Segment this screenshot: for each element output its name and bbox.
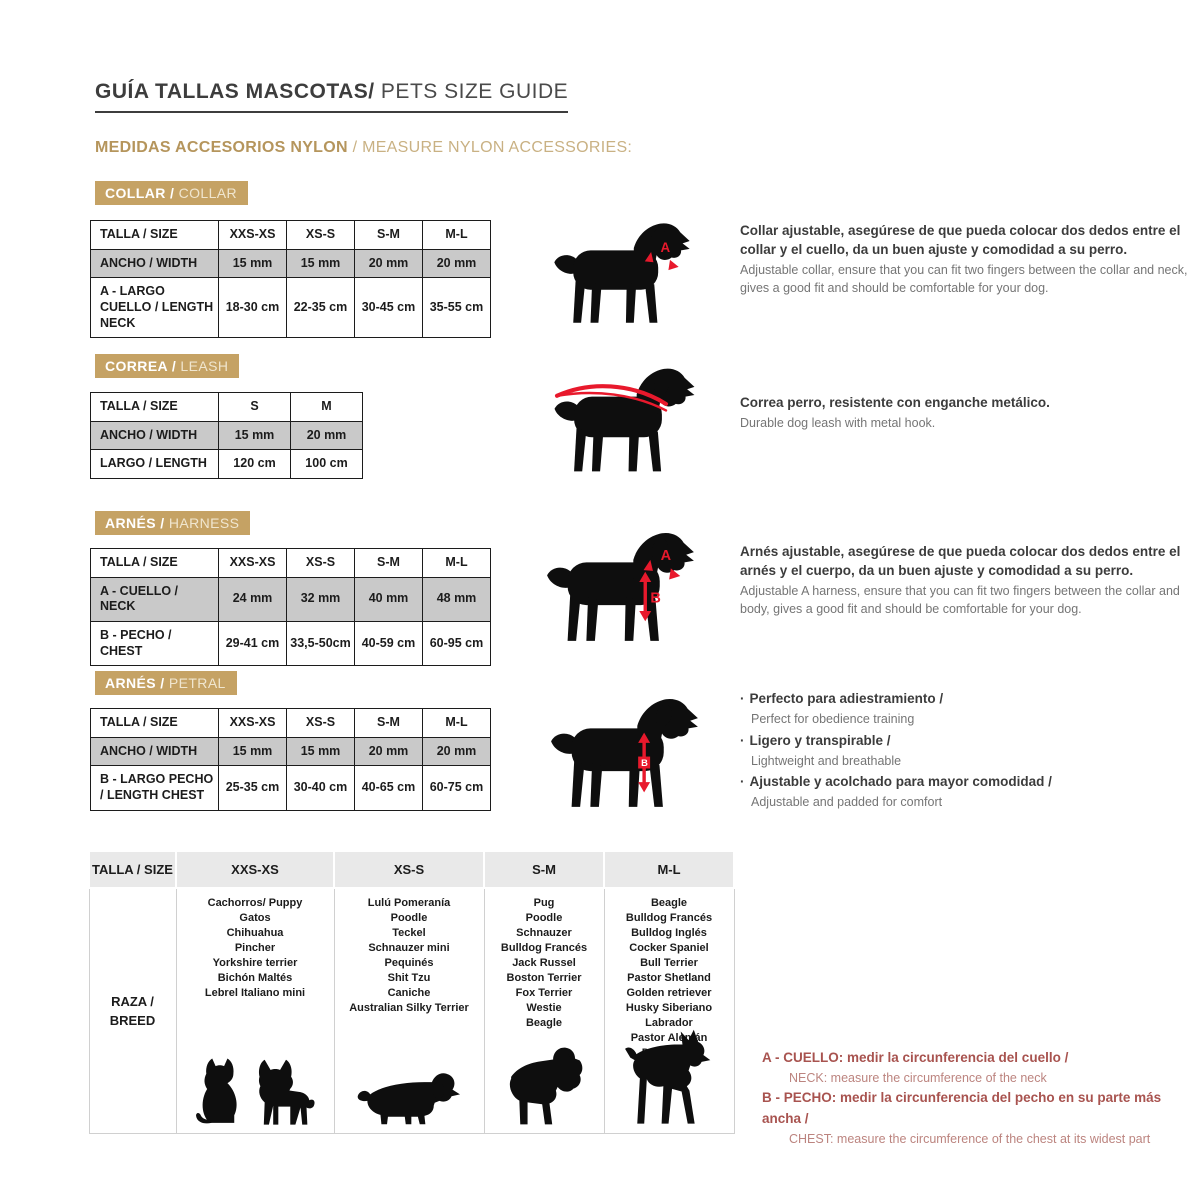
collar-description-es: Collar ajustable, asegúrese de que pueda colocar dos dedos entre el collar y el cuello, da un buen ajuste y comodidad a su perro. <box>740 223 1181 257</box>
collar-badge <box>95 181 248 205</box>
collar-badge-es: COLLAR / <box>105 185 175 201</box>
breed-cell-xs-s <box>334 888 484 1134</box>
table-header-cell: M-L <box>423 549 491 578</box>
table-cell: 20 mm <box>423 249 491 278</box>
breed-silhouettes <box>335 1070 484 1128</box>
breed-cell-s-m <box>484 888 604 1134</box>
breed-item: Bulldog Francés <box>625 912 713 924</box>
page-title-en: PETS SIZE GUIDE <box>374 80 569 103</box>
breed-item: Cachorros/ Puppy <box>207 897 303 909</box>
table-cell: 32 mm <box>287 577 355 621</box>
feature-en: Perfect for obedience training <box>751 711 915 726</box>
breed-cell-m-l <box>604 888 734 1134</box>
harness-badge-es: ARNÉS / <box>105 515 165 531</box>
breed-item: Caniche <box>387 987 431 999</box>
leash-description <box>740 394 1190 433</box>
table-header-cell: TALLA / SIZE <box>91 709 219 738</box>
breed-item: Cocker Spaniel <box>629 942 709 954</box>
harness-size-table <box>90 548 491 666</box>
breed-item: Pug <box>533 897 555 909</box>
table-header-cell: XS-S <box>334 851 484 888</box>
table-row <box>91 621 491 665</box>
table-cell: ANCHO / WIDTH <box>91 421 219 450</box>
breed-item: Schnauzer <box>516 927 572 939</box>
breed-item: Husky Siberiano <box>625 1002 713 1014</box>
table-header-cell: M-L <box>604 851 734 888</box>
breed-table-body-row <box>89 888 734 1134</box>
table-cell: 100 cm <box>291 450 363 479</box>
leash-badge-es: CORREA / <box>105 358 177 374</box>
breed-table-header-row <box>89 851 734 888</box>
breed-item: Beagle <box>525 1017 563 1029</box>
table-cell: 40-59 cm <box>355 621 423 665</box>
table-cell: 33,5-50cm <box>287 621 355 665</box>
note-es: A - CUELLO: medir la circunferencia del cuello / <box>762 1050 1069 1065</box>
table-cell: 15 mm <box>287 249 355 278</box>
breed-item: Australian Silky Terrier <box>349 1002 469 1014</box>
table-header-cell: TALLA / SIZE <box>89 851 176 888</box>
section-subtitle <box>95 139 632 157</box>
petral-features <box>740 689 1190 814</box>
table-header-cell: XS-S <box>287 549 355 578</box>
table-header-cell: S-M <box>355 549 423 578</box>
feature-en: Adjustable and padded for comfort <box>751 795 943 810</box>
breed-item: Boston Terrier <box>506 972 582 984</box>
marker-b-label: B <box>650 590 661 607</box>
table-header-cell: XS-S <box>287 709 355 738</box>
table-header-cell: S-M <box>484 851 604 888</box>
breed-list <box>486 890 603 1031</box>
table-header-cell: S-M <box>355 709 423 738</box>
harness-description <box>740 543 1190 618</box>
harness-description-es: Arnés ajustable, asegúrese de que pueda colocar dos dedos entre el arnés y el cuerpo, da un buen ajuste y comodidad a su perro. <box>740 544 1181 578</box>
petral-badge-es: ARNÉS / <box>105 675 165 691</box>
bullet-dot-icon: · <box>740 732 745 748</box>
harness-badge <box>95 511 250 535</box>
table-header-cell: M <box>291 393 363 422</box>
page-title <box>95 80 568 113</box>
table-header-cell: S <box>219 393 291 422</box>
breed-size-table <box>88 850 735 1134</box>
breed-item: Poodle <box>525 912 563 924</box>
note-item <box>762 1088 1198 1149</box>
table-cell: 20 mm <box>355 737 423 766</box>
collar-description <box>740 222 1190 297</box>
table-row <box>91 278 491 338</box>
table-cell: 120 cm <box>219 450 291 479</box>
harness-badge-en: HARNESS <box>164 515 240 531</box>
petral-badge <box>95 671 237 695</box>
dog-silhouette <box>551 699 698 807</box>
table-header-cell: XXS-XS <box>219 221 287 250</box>
table-row <box>91 549 491 578</box>
petral-badge-en: PETRAL <box>164 675 226 691</box>
table-header-cell: TALLA / SIZE <box>91 549 219 578</box>
chihuahua-silhouette <box>255 1058 317 1128</box>
feature-es: · Ajustable y acolchado para mayor comodidad / <box>740 774 1052 790</box>
breed-list <box>336 890 483 1016</box>
breed-item: Lebrel Italiano mini <box>204 987 306 999</box>
table-cell: ANCHO / WIDTH <box>91 737 219 766</box>
leash-size-table <box>90 392 363 479</box>
bullet-dot-icon: · <box>740 774 745 790</box>
doberman-silhouette <box>623 1028 715 1128</box>
bullet-dot-icon: · <box>740 691 745 706</box>
breed-item: Schnauzer mini <box>368 942 450 954</box>
dachshund-silhouette <box>355 1070 463 1128</box>
table-row <box>91 737 491 766</box>
table-cell: 30-45 cm <box>355 278 423 338</box>
breed-cell-xxs-xs <box>176 888 334 1134</box>
table-cell: LARGO / LENGTH <box>91 450 219 479</box>
table-row <box>91 393 363 422</box>
page-title-es: GUÍA TALLAS MASCOTAS/ <box>95 80 375 103</box>
breed-item: Gatos <box>239 912 271 924</box>
breed-item: Shit Tzu <box>387 972 431 984</box>
breed-item: Beagle <box>650 897 688 909</box>
note-item <box>762 1048 1198 1088</box>
note-en: NECK: measure the circumference of the neck <box>789 1070 1047 1085</box>
breed-item: Poodle <box>390 912 428 924</box>
breed-silhouettes <box>605 1028 734 1128</box>
leash-badge-en: LEASH <box>176 358 229 374</box>
breed-item: Bull Terrier <box>640 957 698 969</box>
table-cell: 35-55 cm <box>423 278 491 338</box>
table-cell: 15 mm <box>287 737 355 766</box>
table-header-cell: TALLA / SIZE <box>91 221 219 250</box>
breed-item: Chihuahua <box>226 927 284 939</box>
breed-item: Teckel <box>392 927 426 939</box>
harness-dog-illustration <box>528 524 713 652</box>
table-cell: 29-41 cm <box>219 621 287 665</box>
table-row <box>91 450 363 479</box>
table-cell: 20 mm <box>291 421 363 450</box>
marker-b-label: B <box>641 757 648 768</box>
table-header-cell: M-L <box>423 221 491 250</box>
petral-dog-illustration <box>532 690 717 818</box>
breed-item: Golden retriever <box>626 987 712 999</box>
feature-es: · Perfecto para adiestramiento / <box>740 691 944 706</box>
table-cell: 40-65 cm <box>355 766 423 810</box>
petral-fit-arrows <box>638 733 650 793</box>
breed-item: Lulú Pomeranía <box>367 897 451 909</box>
breed-list <box>178 890 333 1001</box>
collar-description-en: Adjustable collar, ensure that you can fit two fingers between the collar and neck, gives a good fit and should be comfortable for your dog. <box>740 262 1188 295</box>
table-cell: B - LARGO PECHO / LENGTH CHEST <box>91 766 219 810</box>
leash-badge <box>95 354 239 378</box>
breed-item: Fox Terrier <box>515 987 573 999</box>
table-cell: A - LARGO CUELLO / LENGTH NECK <box>91 278 219 338</box>
table-cell: 20 mm <box>423 737 491 766</box>
subtitle-es: MEDIDAS ACCESORIOS NYLON <box>95 139 353 156</box>
table-row <box>91 421 363 450</box>
table-header-cell: XXS-XS <box>176 851 334 888</box>
dog-silhouette <box>547 533 694 641</box>
marker-a-label: A <box>660 239 671 255</box>
table-row <box>91 221 491 250</box>
harness-description-en: Adjustable A harness, ensure that you can fit two fingers between the collar and body, gives a good fit and should be comfortable for your dog. <box>740 583 1180 616</box>
breed-item: Pequinés <box>384 957 434 969</box>
table-cell: 20 mm <box>355 249 423 278</box>
table-cell: 25-35 cm <box>219 766 287 810</box>
table-header-cell: XXS-XS <box>219 709 287 738</box>
table-cell: 48 mm <box>423 577 491 621</box>
collar-badge-en: COLLAR <box>174 185 238 201</box>
table-row <box>91 249 491 278</box>
breed-item: Labrador <box>645 1017 693 1029</box>
breed-item: Bichón Maltés <box>217 972 293 984</box>
breed-item: Jack Russel <box>512 957 576 969</box>
dog-silhouette <box>555 369 695 472</box>
feature-en: Lightweight and breathable <box>751 753 902 768</box>
table-cell: 18-30 cm <box>219 278 287 338</box>
feature-item <box>740 731 1190 771</box>
leash-description-en: Durable dog leash with metal hook. <box>740 415 936 430</box>
feature-item <box>740 772 1190 812</box>
leash-dog-illustration <box>532 360 717 482</box>
table-header-cell: S-M <box>355 221 423 250</box>
collar-size-table <box>90 220 491 338</box>
subtitle-en: / MEASURE NYLON ACCESSORIES: <box>352 139 633 156</box>
table-cell: 60-95 cm <box>423 621 491 665</box>
table-cell: A - CUELLO / NECK <box>91 577 219 621</box>
table-header-cell: TALLA / SIZE <box>91 393 219 422</box>
measure-notes <box>762 1048 1198 1150</box>
breed-item: Pincher <box>234 942 276 954</box>
petral-size-table <box>90 708 491 811</box>
note-es: B - PECHO: medir la circunferencia del pecho en su parte más ancha / <box>762 1090 1162 1127</box>
table-cell: 22-35 cm <box>287 278 355 338</box>
table-header-cell: M-L <box>423 709 491 738</box>
collar-dog-illustration <box>532 215 712 333</box>
table-cell: 24 mm <box>219 577 287 621</box>
feature-es: · Ligero y transpirable / <box>740 732 891 748</box>
breed-item: Westie <box>526 1002 562 1014</box>
breed-item: Yorkshire terrier <box>212 957 298 969</box>
marker-a-label: A <box>660 547 672 564</box>
leash-description-es: Correa perro, resistente con enganche metálico. <box>740 395 1050 410</box>
cat-silhouette <box>193 1056 245 1128</box>
breed-row-label: RAZA / BREED <box>89 888 176 1134</box>
table-cell: 15 mm <box>219 421 291 450</box>
breed-silhouettes <box>485 1044 604 1128</box>
feature-item <box>740 689 1190 729</box>
table-cell: 40 mm <box>355 577 423 621</box>
table-cell: 30-40 cm <box>287 766 355 810</box>
schnauzer-silhouette <box>502 1044 586 1128</box>
breed-item: Bulldog Inglés <box>631 927 707 939</box>
table-header-cell: XXS-XS <box>219 549 287 578</box>
note-en: CHEST: measure the circumference of the chest at its widest part <box>789 1132 1151 1147</box>
table-cell: 15 mm <box>219 737 287 766</box>
breed-item: Pastor Shetland <box>627 972 711 984</box>
table-cell: 15 mm <box>219 249 287 278</box>
breed-silhouettes <box>177 1056 334 1128</box>
table-cell: 60-75 cm <box>423 766 491 810</box>
dog-silhouette <box>554 223 689 322</box>
table-row <box>91 766 491 810</box>
breed-item: Pastor Alemán <box>630 1032 708 1044</box>
breed-item: Bulldog Francés <box>500 942 588 954</box>
table-cell: B - PECHO / CHEST <box>91 621 219 665</box>
table-row <box>91 709 491 738</box>
table-row <box>91 577 491 621</box>
table-header-cell: XS-S <box>287 221 355 250</box>
table-cell: ANCHO / WIDTH <box>91 249 219 278</box>
